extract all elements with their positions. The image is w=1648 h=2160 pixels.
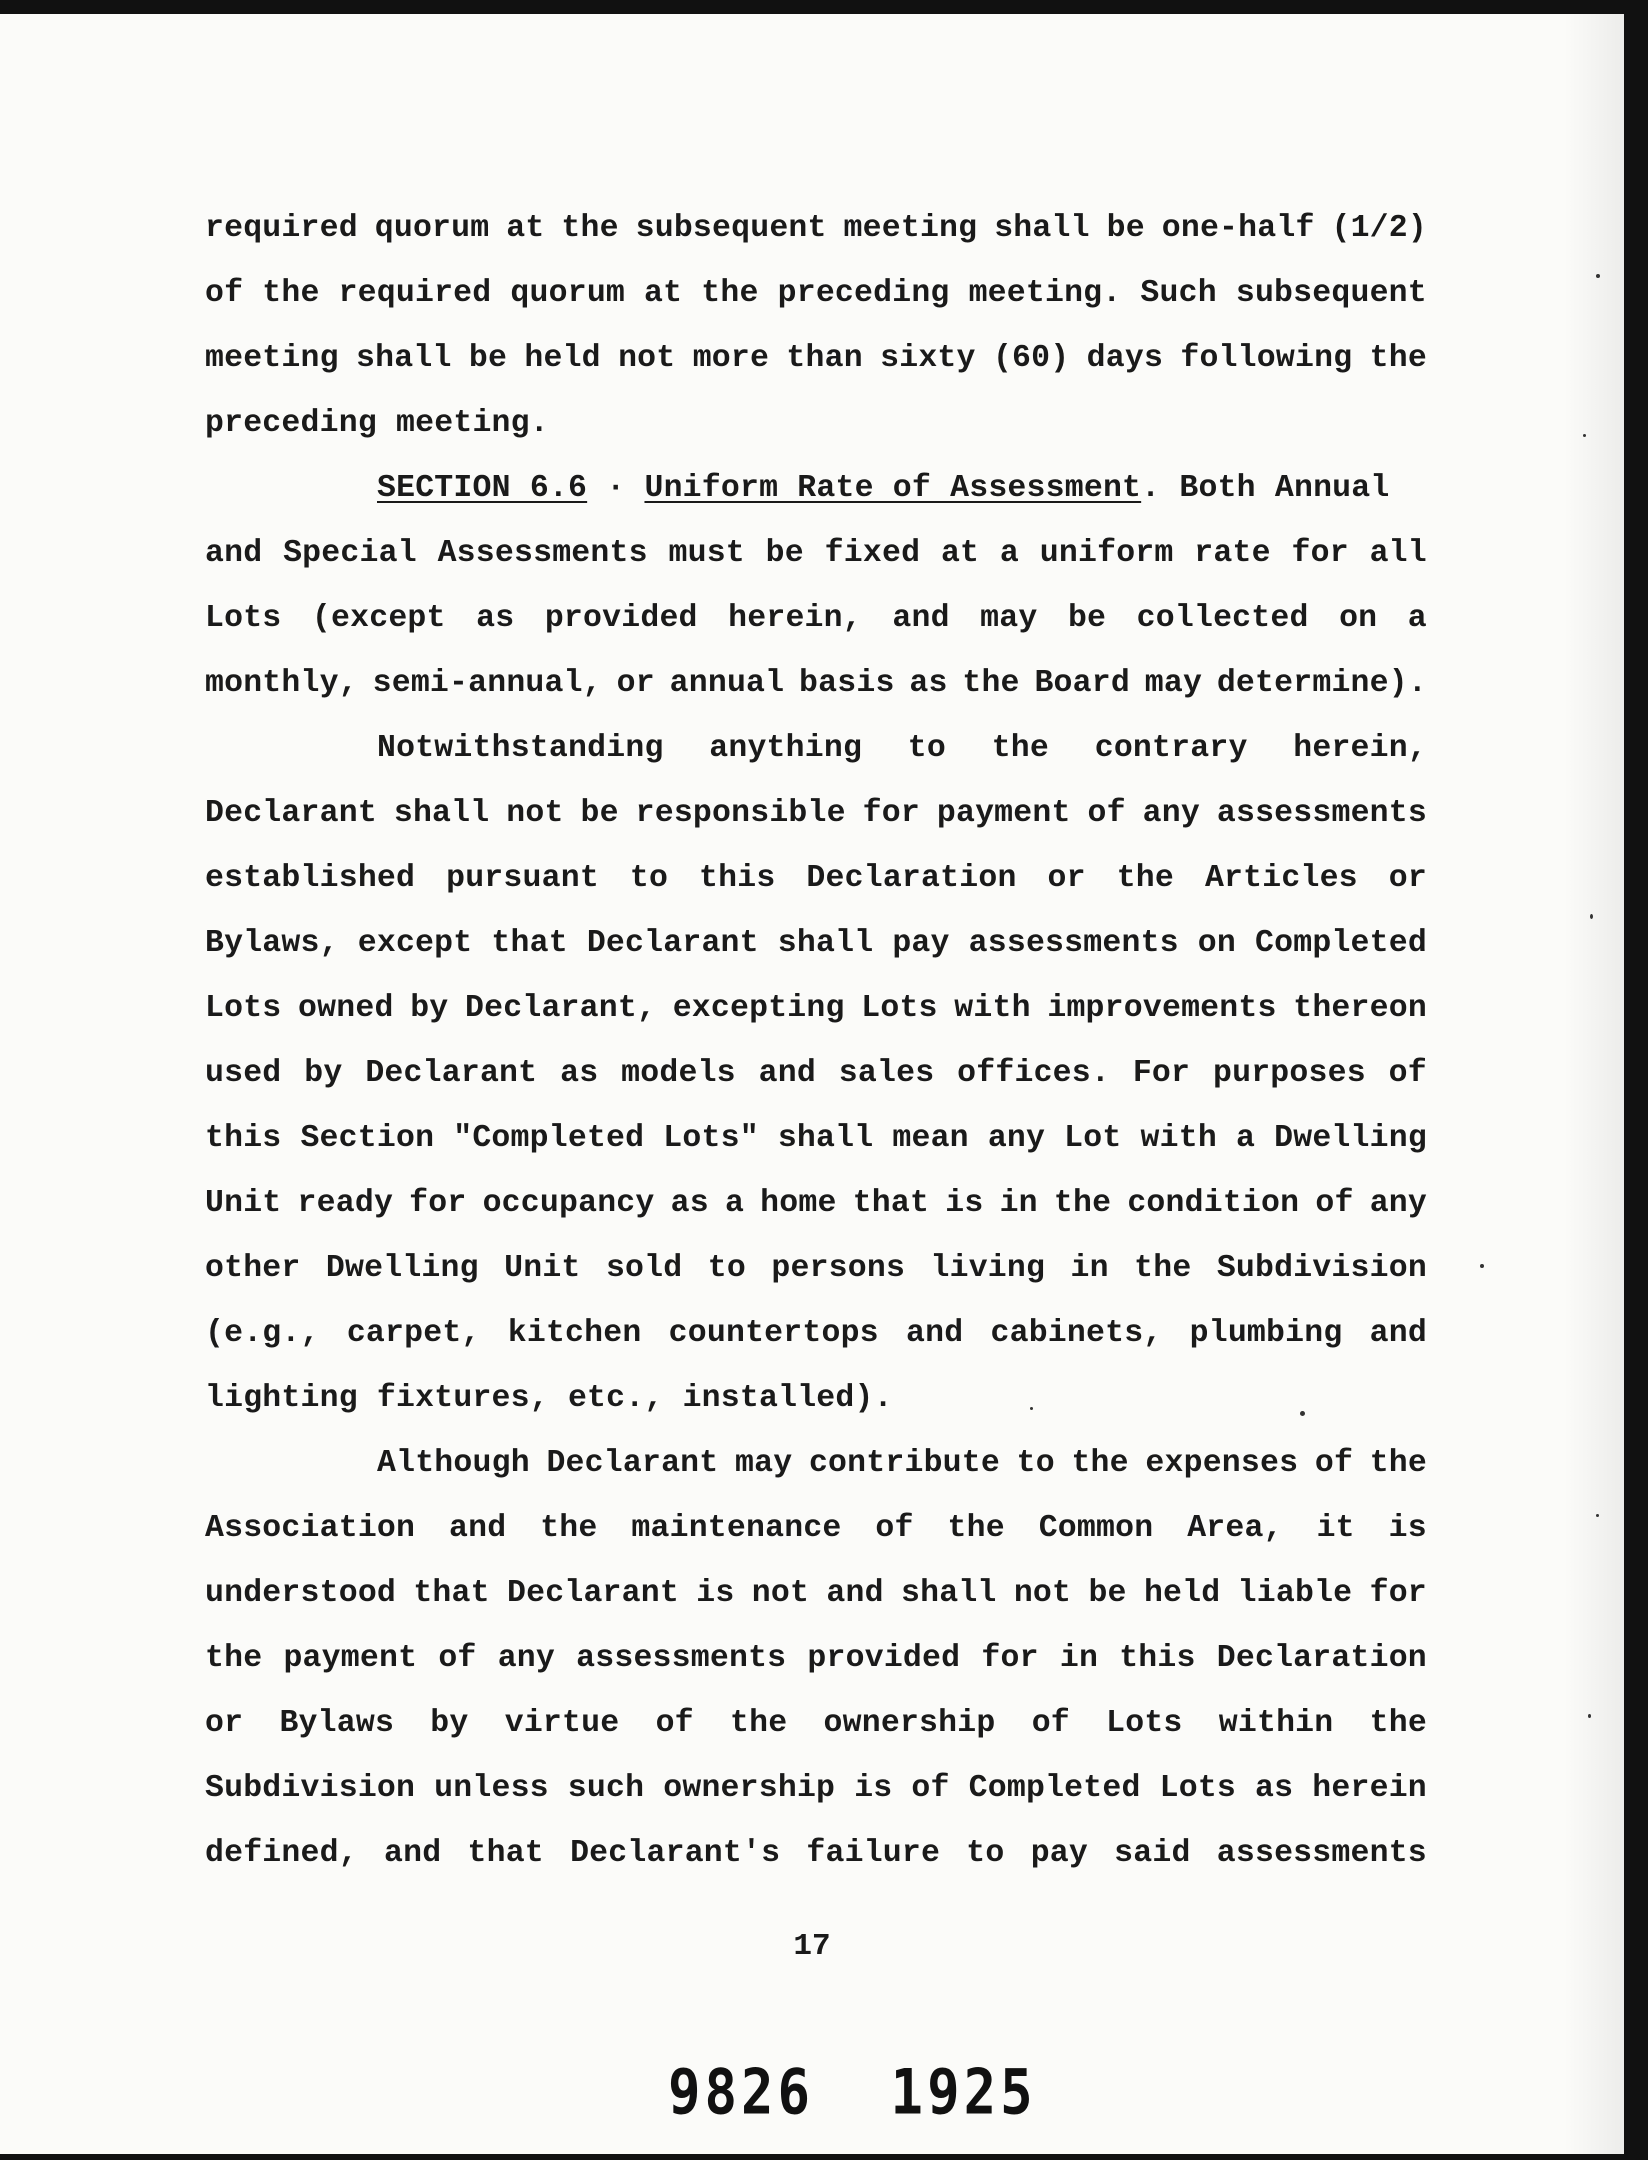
text-line: (e.g., carpet, kitchen countertops and cabinets, plumbing and bbox=[205, 1316, 1427, 1351]
text-line: understood that Declarant is not and shall not be held liable for bbox=[205, 1576, 1427, 1611]
section-separator: · bbox=[606, 471, 626, 506]
scan-speck bbox=[1596, 274, 1600, 278]
paragraph-first-line: Notwithstanding anything to the contrary herein, bbox=[377, 731, 1427, 766]
text-line: of the required quorum at the preceding meeting. Such subsequent bbox=[205, 276, 1427, 311]
text-line: established pursuant to this Declaration or the Articles or bbox=[205, 861, 1427, 896]
text-line: Unit ready for occupancy as a home that is in the condition of any bbox=[205, 1186, 1427, 1221]
text-line: and Special Assessments must be fixed at a uniform rate for all bbox=[205, 536, 1427, 571]
text-line: Lots (except as provided herein, and may be collected on a bbox=[205, 601, 1427, 636]
page-edge-shadow bbox=[1564, 14, 1624, 2154]
text-line: used by Declarant as models and sales offices. For purposes of bbox=[205, 1056, 1427, 1091]
text-line: monthly, semi-annual, or annual basis as the Board may determine). bbox=[205, 666, 1427, 701]
text-line: Declarant shall not be responsible for payment of any assessments bbox=[205, 796, 1427, 831]
text-line: this Section "Completed Lots" shall mean any Lot with a Dwelling bbox=[205, 1121, 1427, 1156]
scan-speck bbox=[1590, 914, 1593, 919]
scan-speck bbox=[1596, 1514, 1599, 1517]
page-number: 17 bbox=[793, 1929, 831, 1964]
text-line: meeting shall be held not more than sixty (60) days following the bbox=[205, 341, 1427, 376]
section-title: Uniform Rate of Assessment bbox=[644, 471, 1142, 506]
section-heading-continuation: . Both Annual bbox=[1141, 471, 1390, 506]
document-body bbox=[205, 196, 1427, 1886]
text-line: lighting fixtures, etc., installed). bbox=[205, 1381, 893, 1416]
section-heading-line bbox=[205, 456, 1427, 521]
document-id-stamp: 9826 1925 bbox=[668, 2056, 1037, 2129]
text-line: Subdivision unless such ownership is of Completed Lots as herein bbox=[205, 1771, 1427, 1806]
text-line: or Bylaws by virtue of the ownership of Lots within the bbox=[205, 1706, 1427, 1741]
text-line: other Dwelling Unit sold to persons living in the Subdivision bbox=[205, 1251, 1427, 1286]
text-line: defined, and that Declarant's failure to pay said assessments bbox=[205, 1836, 1427, 1871]
text-line: Lots owned by Declarant, excepting Lots with improvements thereon bbox=[205, 991, 1427, 1026]
text-line: preceding meeting. bbox=[205, 406, 549, 441]
scan-speck bbox=[1480, 1264, 1484, 1268]
text-line: required quorum at the subsequent meeting shall be one-half (1/2) bbox=[205, 211, 1427, 246]
text-line: the payment of any assessments provided for in this Declaration bbox=[205, 1641, 1427, 1676]
section-number: SECTION 6.6 bbox=[377, 471, 588, 506]
scan-speck bbox=[1300, 1411, 1305, 1416]
scan-speck bbox=[1588, 1714, 1591, 1718]
text-line: Bylaws, except that Declarant shall pay assessments on Completed bbox=[205, 926, 1427, 961]
scan-speck bbox=[1583, 434, 1586, 437]
paragraph-first-line: Although Declarant may contribute to the expenses of the bbox=[377, 1446, 1427, 1481]
text-line: Association and the maintenance of the Common Area, it is bbox=[205, 1511, 1427, 1546]
document-page bbox=[0, 14, 1624, 2154]
scan-speck bbox=[1030, 1407, 1033, 1410]
